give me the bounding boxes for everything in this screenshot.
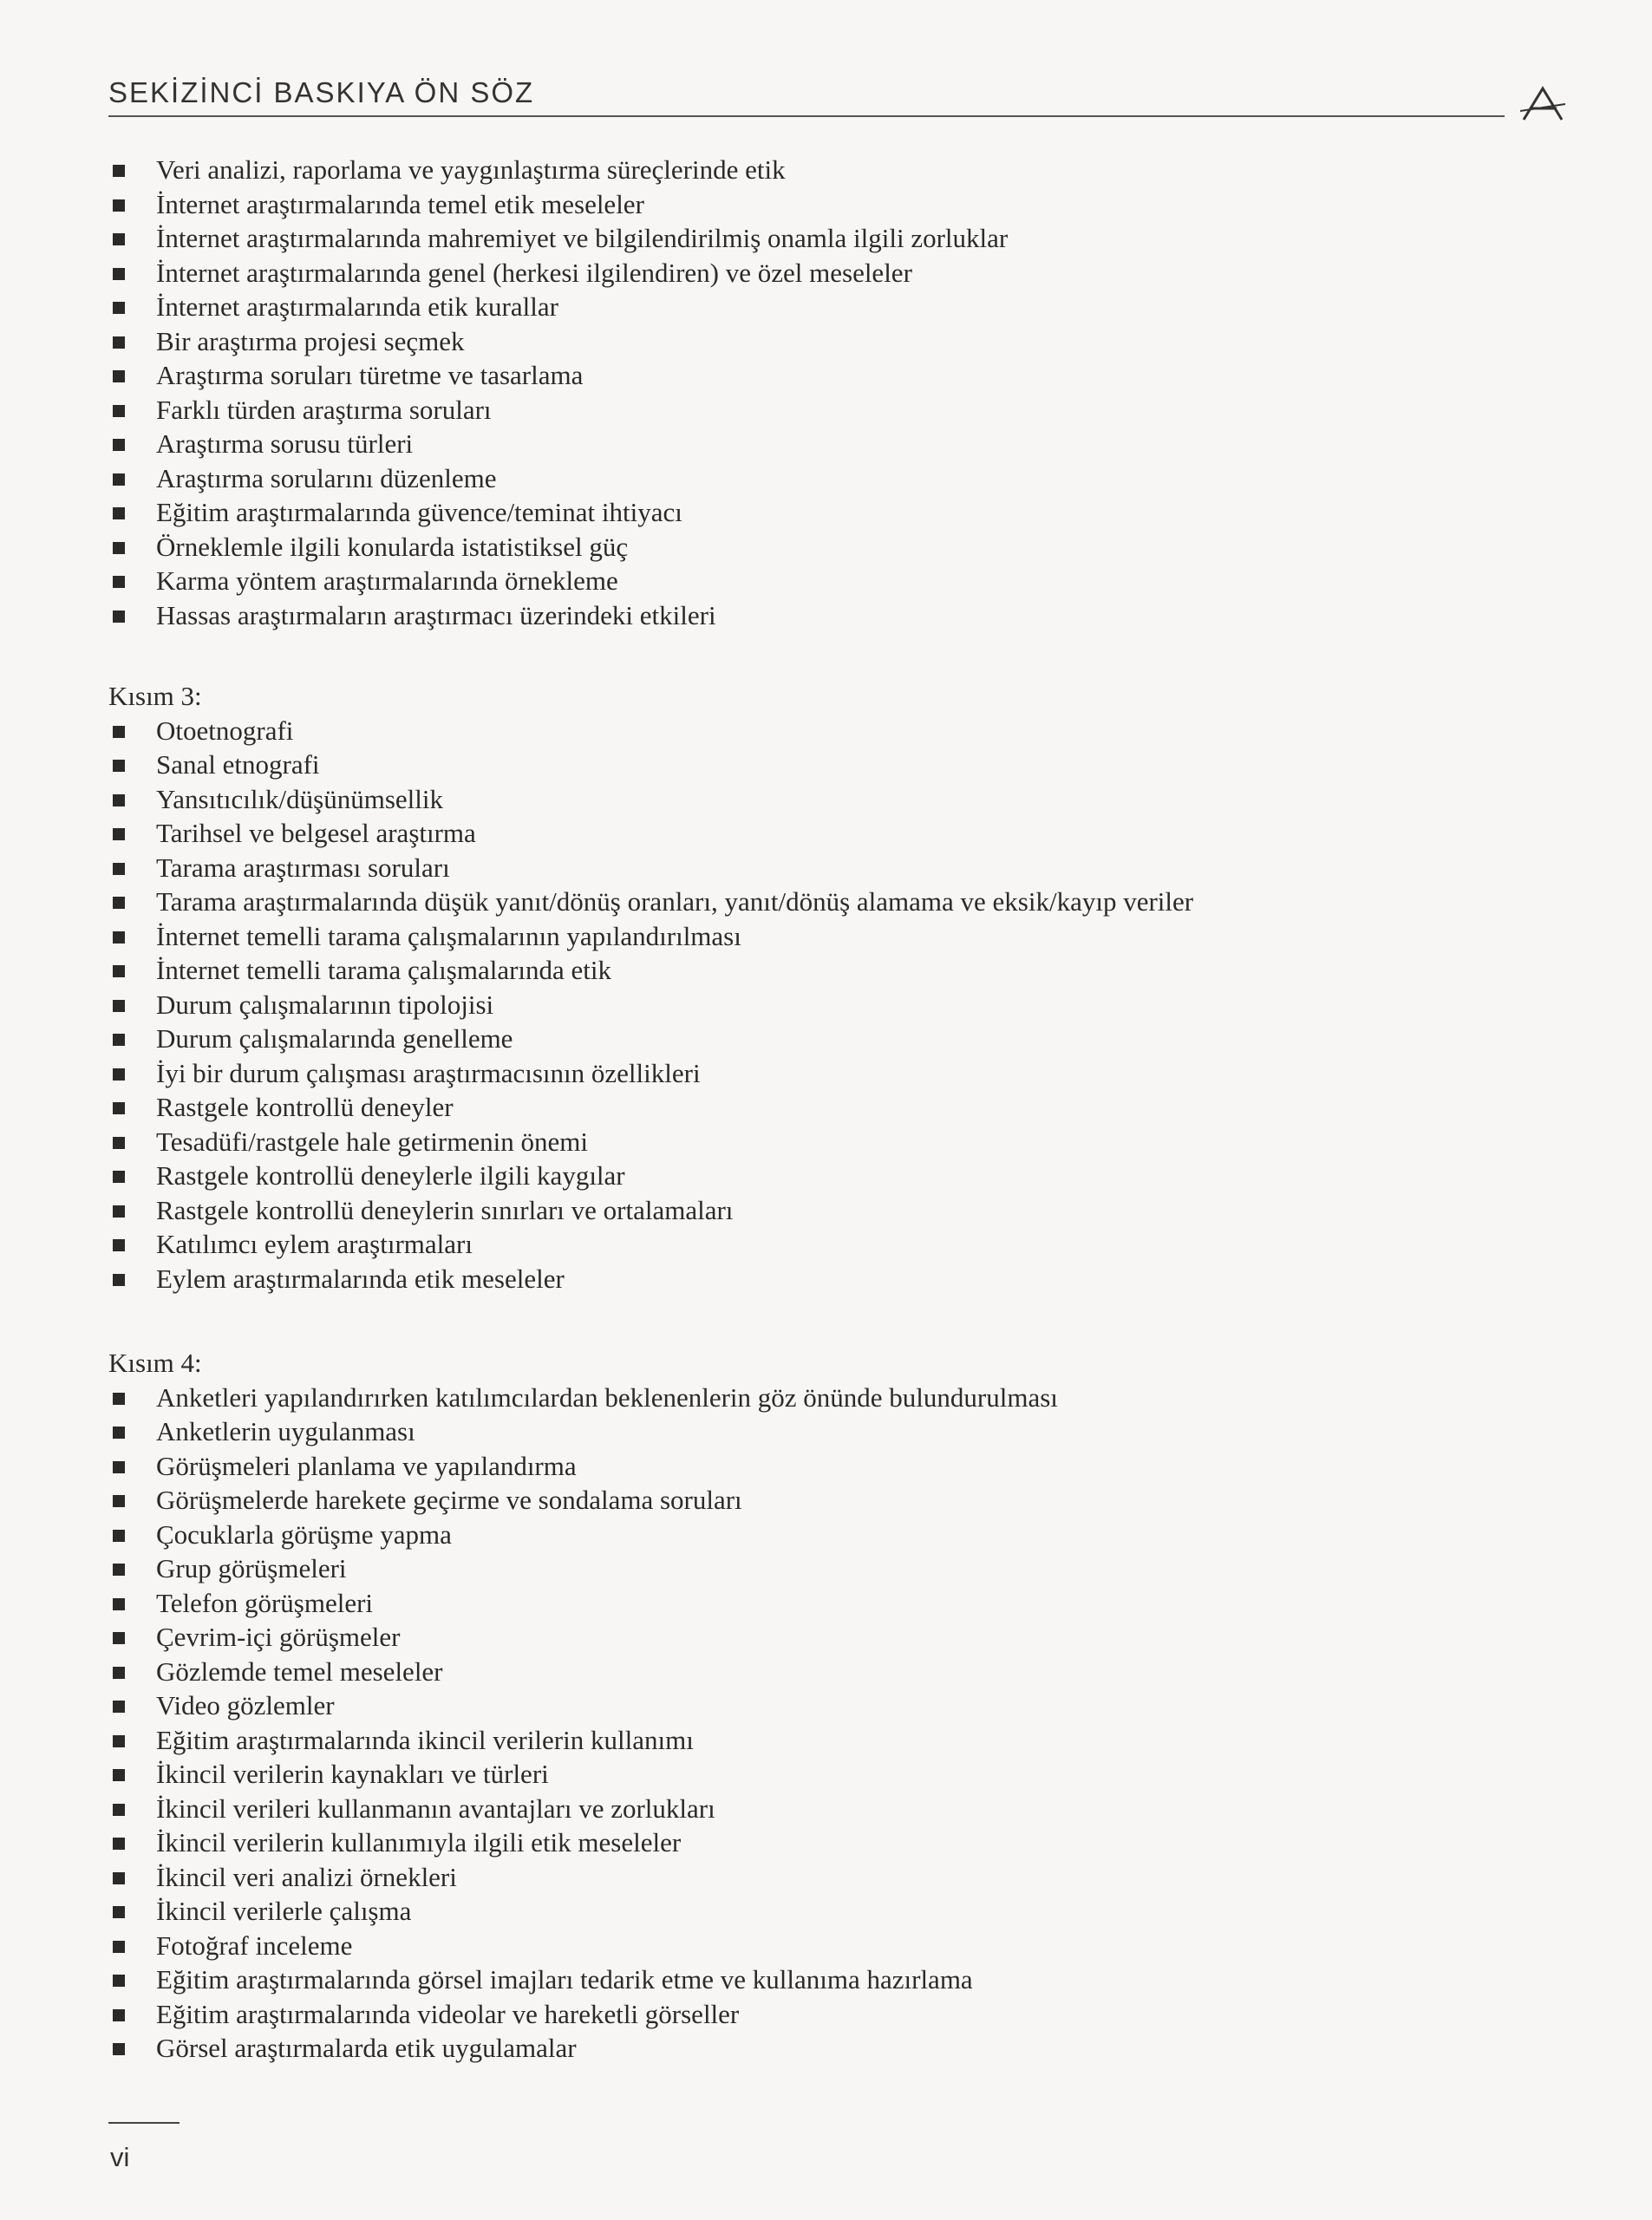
list-item <box>108 324 1409 359</box>
list-item-text: Tarihsel ve belgesel araştırma <box>156 818 476 848</box>
square-bullet-icon <box>113 1171 125 1183</box>
square-bullet-icon <box>113 1239 125 1251</box>
list-item-text: Gözlemde temel meseleler <box>156 1655 443 1687</box>
list-item <box>108 1723 1409 1758</box>
list-item <box>108 1757 1409 1792</box>
list-item <box>108 393 1409 428</box>
square-bullet-icon <box>113 233 125 245</box>
square-bullet-icon <box>113 576 125 588</box>
list-item-text: Veri analizi, raporlama ve yaygınlaştırma süreçlerinde etik <box>156 154 786 185</box>
list-item-text: Sanal etnografi <box>156 749 320 780</box>
square-bullet-icon <box>113 1735 125 1747</box>
list-item <box>108 1381 1409 1415</box>
page-header <box>108 76 1552 120</box>
list-item <box>108 358 1409 393</box>
list-item-text: İnternet temelli tarama çalışmalarının yapılandırılması <box>156 920 741 951</box>
list-item-text: Araştırma sorusu türleri <box>156 428 414 459</box>
list-item-text: İnternet araştırmalarında mahremiyet ve bilgilendirilmiş onamla ilgili zorluklar <box>156 223 1009 253</box>
square-bullet-icon <box>113 1872 125 1884</box>
list-item <box>108 290 1409 324</box>
list-item <box>108 2031 1409 2066</box>
square-bullet-icon <box>113 1461 125 1473</box>
list-item-text: Görsel araştırmalarda etik uygulamalar <box>156 2033 577 2063</box>
list-item-text: Araştırma soruları türetme ve tasarlama <box>156 360 584 390</box>
list-item <box>108 1449 1409 1484</box>
square-bullet-icon <box>113 1598 125 1610</box>
square-bullet-icon <box>113 336 125 349</box>
square-bullet-icon <box>113 1906 125 1918</box>
list-item-text: Karma yöntem araştırmalarında örnekleme <box>156 565 618 596</box>
list-item-text: Eğitim araştırmalarında ikincil verilerin kullanımı <box>156 1724 694 1755</box>
list-item <box>108 1997 1409 2032</box>
list-item <box>108 221 1409 256</box>
list-item-text: İnternet araştırmalarında etik kurallar <box>156 291 558 322</box>
list-item <box>108 782 1409 817</box>
square-bullet-icon <box>113 726 125 738</box>
list-item <box>108 919 1409 954</box>
square-bullet-icon <box>113 1564 125 1576</box>
list-item-text: Anketleri yapılandırırken katılımcılardan beklenenlerin göz önünde bulundurulması <box>156 1381 1058 1413</box>
list-item <box>108 461 1409 496</box>
list-item-text: İkincil verilerle çalışma <box>156 1896 412 1926</box>
square-bullet-icon <box>113 1068 125 1081</box>
list-item <box>108 1414 1409 1449</box>
square-bullet-icon <box>113 1034 125 1046</box>
list-item <box>108 256 1409 291</box>
square-bullet-icon <box>113 405 125 417</box>
list-item-text: İkincil veri analizi örnekleri <box>156 1861 457 1892</box>
list-item-text: Video gözlemler <box>156 1690 335 1720</box>
list-item-text: İkincil verilerin kaynakları ve türleri <box>156 1759 549 1789</box>
square-bullet-icon <box>113 1701 125 1713</box>
square-bullet-icon <box>113 542 125 554</box>
list-item <box>108 1551 1409 1586</box>
square-bullet-icon <box>113 199 125 212</box>
square-bullet-icon <box>113 302 125 314</box>
square-bullet-icon <box>113 370 125 382</box>
square-bullet-icon <box>113 2009 125 2021</box>
list-item-text: Çevrim-içi görüşmeler <box>156 1622 401 1652</box>
square-bullet-icon <box>113 473 125 486</box>
square-bullet-icon <box>113 1000 125 1012</box>
list-item <box>108 1688 1409 1723</box>
list-item-text: Fotoğraf inceleme <box>156 1929 353 1961</box>
list-item <box>108 953 1409 988</box>
list-item <box>108 1929 1409 1963</box>
list-item <box>108 1262 1409 1296</box>
bullet-list <box>108 153 1409 632</box>
square-bullet-icon <box>113 610 125 623</box>
list-item-text: Rastgele kontrollü deneyler <box>156 1092 454 1122</box>
list-item-text: Örneklemle ilgili konularda istatistiksel güç <box>156 531 629 562</box>
square-bullet-icon <box>113 1769 125 1781</box>
square-bullet-icon <box>113 760 125 772</box>
list-item <box>108 1159 1409 1193</box>
list-item <box>108 1483 1409 1518</box>
list-item <box>108 598 1409 633</box>
square-bullet-icon <box>113 1137 125 1149</box>
square-bullet-icon <box>113 439 125 451</box>
list-item <box>108 564 1409 598</box>
square-bullet-icon <box>113 931 125 944</box>
square-bullet-icon <box>113 897 125 909</box>
list-item <box>108 153 1409 187</box>
list-item-text: Telefon görüşmeleri <box>156 1587 374 1618</box>
list-item-text: Grup görüşmeleri <box>156 1553 347 1583</box>
list-item <box>108 530 1409 565</box>
list-item-text: Araştırma sorularını düzenleme <box>156 462 497 493</box>
square-bullet-icon <box>113 1393 125 1405</box>
list-item-text: Tesadüfi/rastgele hale getirmenin önemi <box>156 1126 588 1157</box>
list-item-text: İkincil verilerin kullanımıyla ilgili etik meseleler <box>156 1827 682 1858</box>
list-item <box>108 988 1409 1022</box>
square-bullet-icon <box>113 1975 125 1987</box>
list-item-text: Anketlerin uygulanması <box>156 1416 415 1446</box>
square-bullet-icon <box>113 1205 125 1218</box>
list-item <box>108 748 1409 782</box>
list-item <box>108 427 1409 461</box>
square-bullet-icon <box>113 507 125 519</box>
list-item <box>108 1620 1409 1655</box>
list-item-text: Durum çalışmalarında genelleme <box>156 1023 513 1054</box>
list-item-text: Görüşmeleri planlama ve yapılandırma <box>156 1450 577 1481</box>
list-item <box>108 1655 1409 1689</box>
bullet-list <box>108 1381 1409 2066</box>
list-item-text: Tarama araştırması soruları <box>156 852 450 883</box>
bullet-list <box>108 714 1409 1296</box>
square-bullet-icon <box>113 1941 125 1953</box>
section-heading: Kısım 3: <box>108 681 202 711</box>
list-item <box>108 1125 1409 1159</box>
publisher-logo-icon <box>1520 85 1565 123</box>
list-item <box>108 1056 1409 1091</box>
list-item-text: Farklı türden araştırma soruları <box>156 394 492 425</box>
list-item-text: Tarama araştırmalarında düşük yanıt/dönüş oranları, yanıt/dönüş alamama ve eksik/kayıp veriler <box>156 886 1194 917</box>
section-kisim-3 <box>108 679 1409 1296</box>
square-bullet-icon <box>113 1427 125 1439</box>
list-item <box>108 851 1409 885</box>
section-continued <box>108 153 1409 632</box>
list-item-text: İnternet araştırmalarında temel etik meseleler <box>156 188 644 219</box>
list-item <box>108 1825 1409 1860</box>
list-item-text: Otoetnografi <box>156 715 294 746</box>
square-bullet-icon <box>113 1102 125 1114</box>
bullet-content <box>108 153 1409 2066</box>
list-item-text: Rastgele kontrollü deneylerin sınırları ve ortalamaları <box>156 1194 734 1225</box>
list-item <box>108 187 1409 222</box>
square-bullet-icon <box>113 828 125 840</box>
list-item-text: Eğitim araştırmalarında güvence/teminat ihtiyacı <box>156 497 682 527</box>
list-item-text: İkincil verileri kullanmanın avantajları ve zorlukları <box>156 1792 715 1824</box>
square-bullet-icon <box>113 1838 125 1850</box>
square-bullet-icon <box>113 794 125 806</box>
square-bullet-icon <box>113 863 125 875</box>
list-item-text: Eylem araştırmalarında etik meseleler <box>156 1263 565 1294</box>
list-item-text: İnternet temelli tarama çalışmalarında etik <box>156 955 612 985</box>
page-number: vi <box>110 2142 130 2172</box>
square-bullet-icon <box>113 1274 125 1286</box>
square-bullet-icon <box>113 965 125 977</box>
square-bullet-icon <box>113 268 125 280</box>
list-item-text: Görüşmelerde harekete geçirme ve sondalama soruları <box>156 1485 742 1515</box>
list-item <box>108 1894 1409 1929</box>
square-bullet-icon <box>113 1495 125 1507</box>
list-item <box>108 1022 1409 1056</box>
list-item <box>108 495 1409 530</box>
footer-divider <box>108 2122 180 2124</box>
square-bullet-icon <box>113 1530 125 1542</box>
list-item-text: Bir araştırma projesi seçmek <box>156 325 465 356</box>
list-item <box>108 1193 1409 1228</box>
list-item-text: Durum çalışmalarının tipolojisi <box>156 989 494 1020</box>
list-item-text: Eğitim araştırmalarında görsel imajları tedarik etme ve kullanıma hazırlama <box>156 1964 973 1995</box>
square-bullet-icon <box>113 1804 125 1816</box>
list-item <box>108 1518 1409 1552</box>
list-item-text: Çocuklarla görüşme yapma <box>156 1518 452 1550</box>
header-divider <box>108 115 1505 117</box>
section-kisim-4 <box>108 1346 1409 2066</box>
square-bullet-icon <box>113 2043 125 2055</box>
list-item-text: Katılımcı eylem araştırmaları <box>156 1229 473 1259</box>
list-item-text: Eğitim araştırmalarında videolar ve hareketli görseller <box>156 1998 740 2029</box>
list-item <box>108 1586 1409 1621</box>
list-item-text: Hassas araştırmaların araştırmacı üzerindeki etkileri <box>156 599 716 630</box>
list-item-text: Yansıtıcılık/düşünümsellik <box>156 783 443 814</box>
list-item-text: İnternet araştırmalarında genel (herkesi ilgilendiren) ve özel meseleler <box>156 257 912 288</box>
list-item <box>108 1792 1409 1826</box>
list-item <box>108 1860 1409 1895</box>
running-header-title: SEKİZİNCİ BASKIYA ÖN SÖZ <box>108 76 535 108</box>
list-item <box>108 816 1409 851</box>
list-item <box>108 885 1409 919</box>
square-bullet-icon <box>113 165 125 177</box>
list-item <box>108 1962 1409 1997</box>
list-item <box>108 714 1409 748</box>
list-item-text: Rastgele kontrollü deneylerle ilgili kaygılar <box>156 1160 625 1191</box>
section-heading: Kısım 4: <box>108 1348 202 1378</box>
list-item <box>108 1090 1409 1125</box>
square-bullet-icon <box>113 1667 125 1679</box>
list-item-text: İyi bir durum çalışması araştırmacısının özellikleri <box>156 1057 701 1088</box>
square-bullet-icon <box>113 1632 125 1644</box>
list-item <box>108 1227 1409 1262</box>
